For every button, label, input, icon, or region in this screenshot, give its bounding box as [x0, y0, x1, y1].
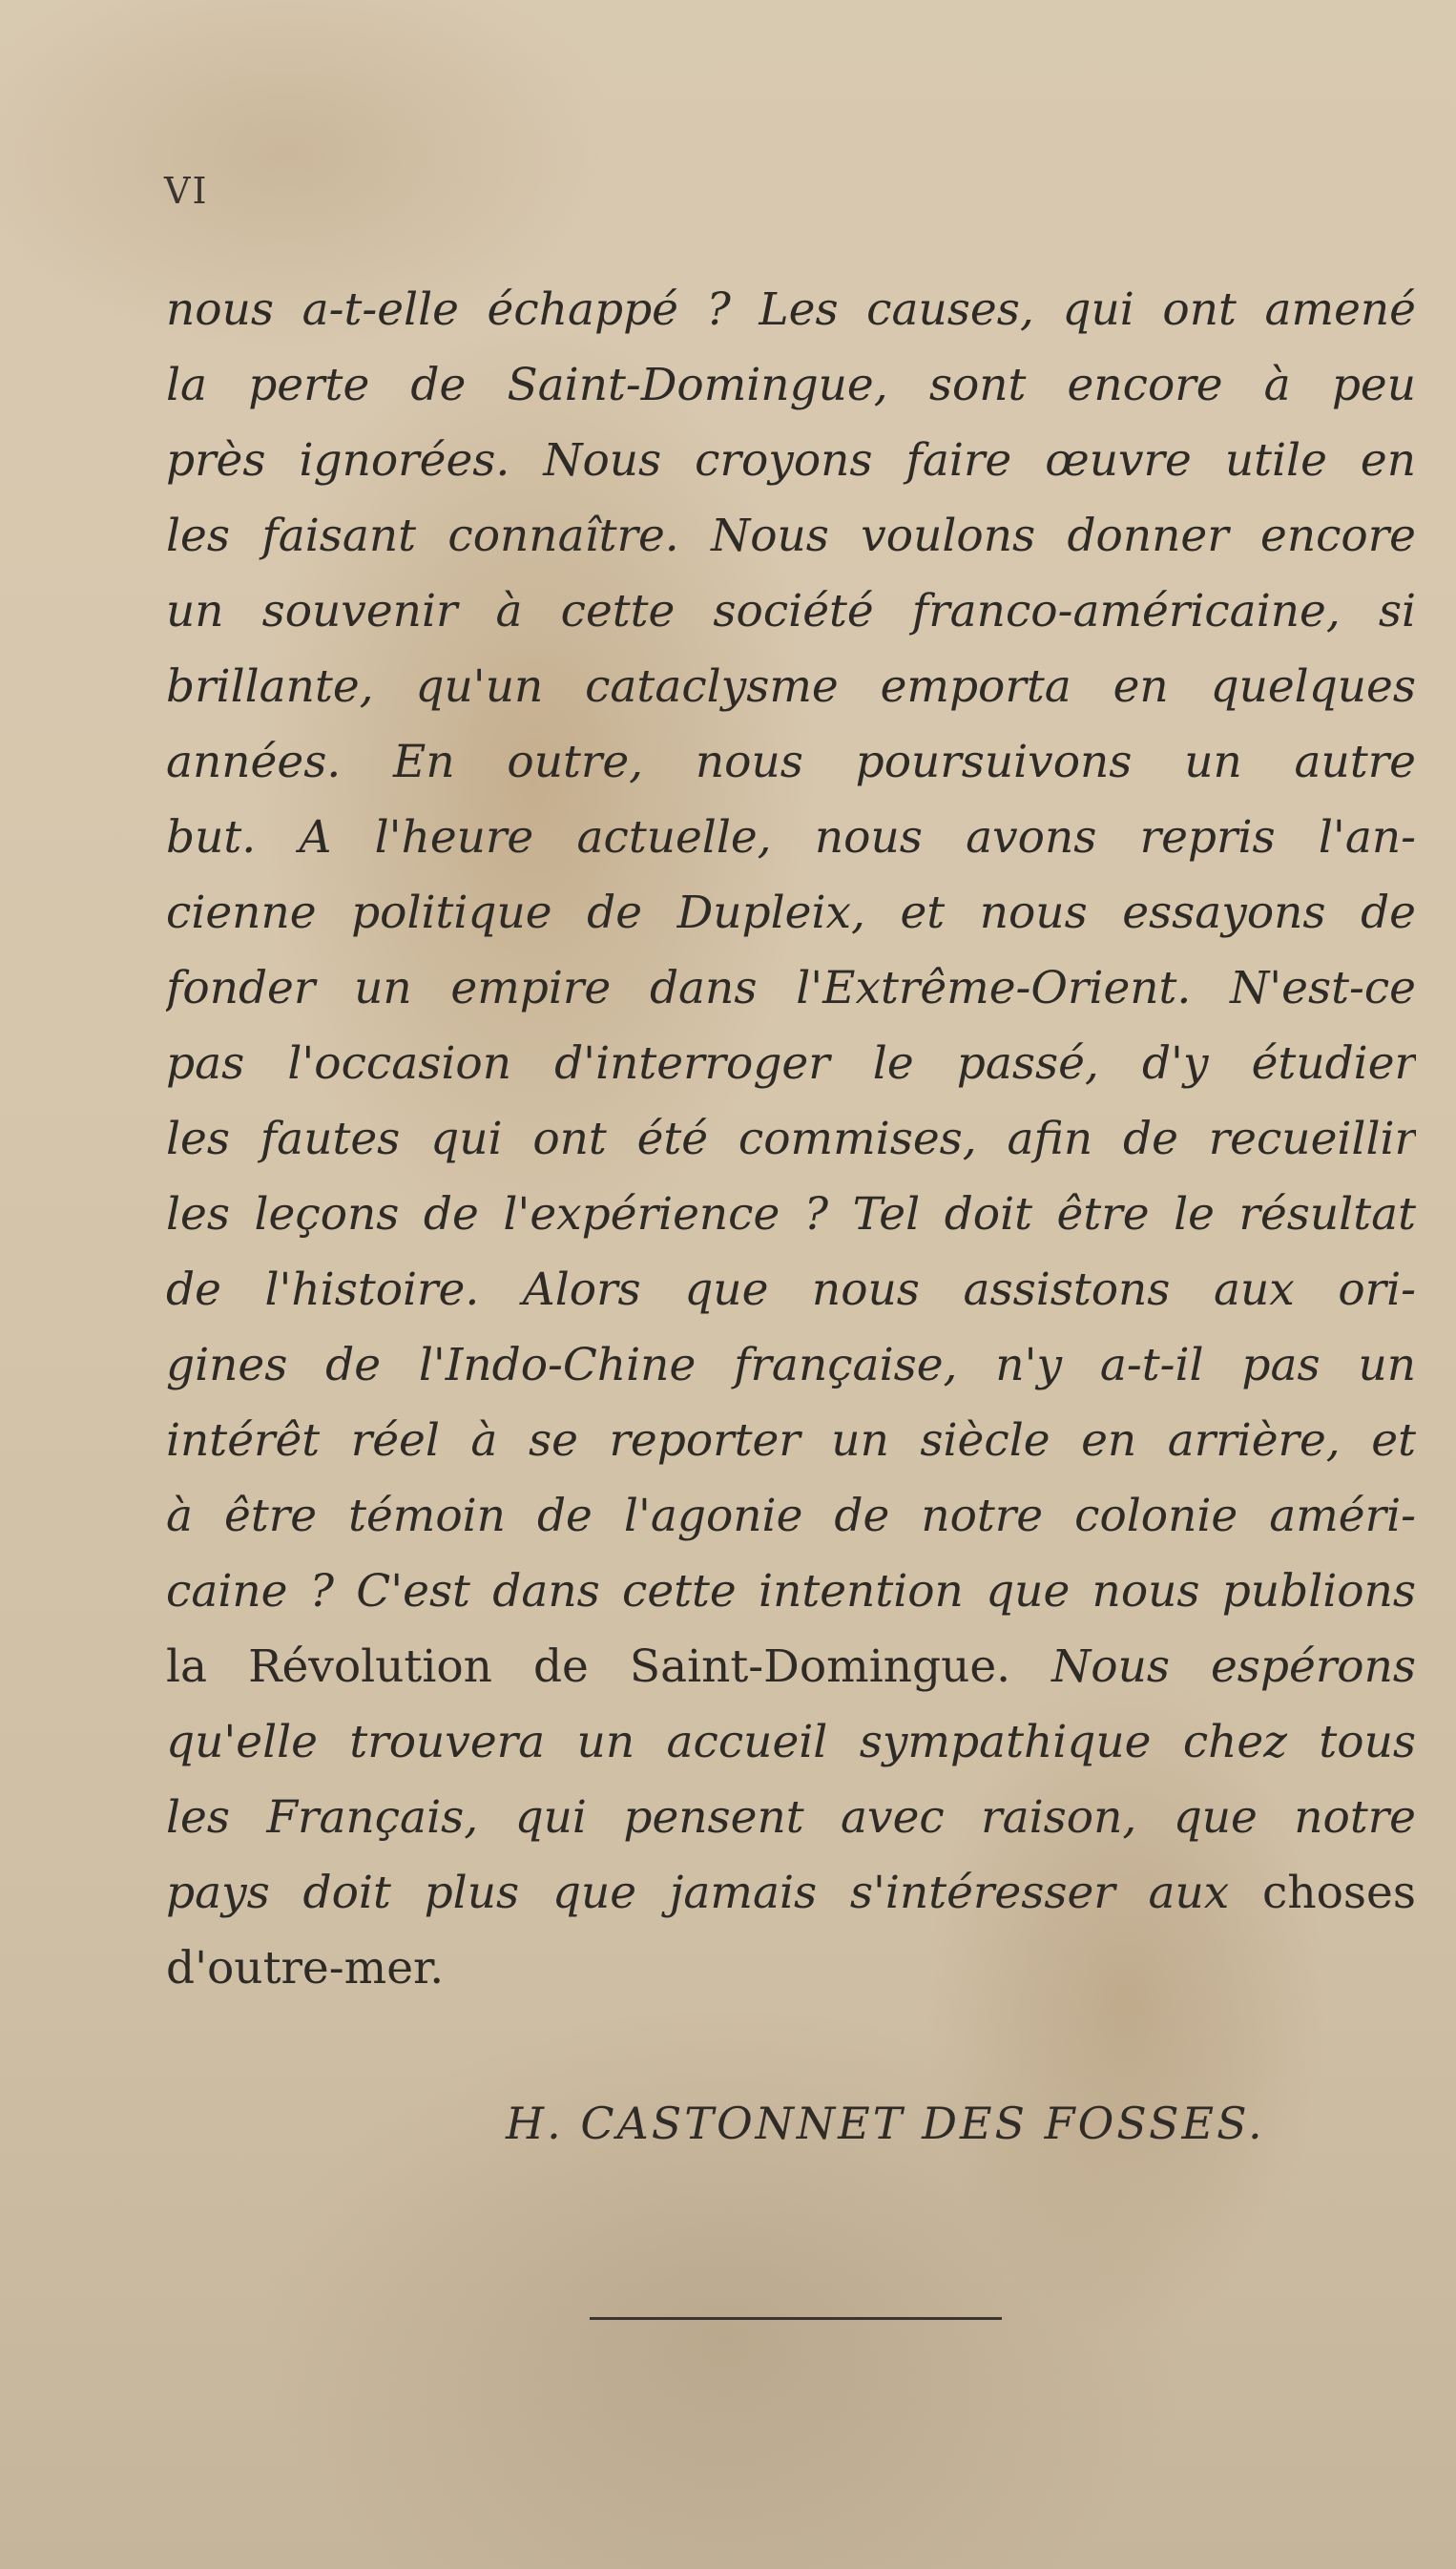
text-segment: les Français, qui pensent avec raison, que notre	[166, 1791, 1416, 1844]
text-line	[166, 1780, 1416, 1855]
text-segment: nous a-t-elle échappé ? Les causes, qui ont amené	[166, 283, 1416, 336]
text-line	[166, 1403, 1416, 1478]
text-segment: pays doit plus que jamais s'intéresser aux	[166, 1867, 1263, 1919]
text-line	[166, 875, 1416, 950]
text-line	[166, 1704, 1416, 1780]
text-line	[166, 423, 1416, 498]
text-line	[166, 1101, 1416, 1177]
text-line	[166, 1931, 1416, 2006]
text-segment: choses	[1262, 1867, 1416, 1919]
text-line	[166, 1177, 1416, 1252]
text-segment: gines de l'Indo-Chine française, n'y a-t-il pas un	[166, 1339, 1416, 1391]
text-segment: fonder un empire dans l'Extrême-Orient. N'est-ce	[166, 962, 1416, 1014]
text-segment: qu'elle trouvera un accueil sympathique chez tous	[166, 1716, 1416, 1768]
text-segment: années. En outre, nous poursuivons un autre	[166, 736, 1416, 788]
text-line	[166, 1478, 1416, 1554]
text-segment: les leçons de l'expérience ? Tel doit être le résultat	[166, 1188, 1416, 1241]
end-rule-divider	[590, 2317, 1002, 2320]
text-segment: la perte de Saint-Domingue, sont encore à peu	[166, 359, 1416, 411]
text-line	[166, 574, 1416, 649]
author-signature: H. CASTONNET DES FOSSES.	[506, 2098, 1265, 2149]
page-number: VI	[164, 170, 209, 212]
text-segment: d'outre-mer.	[166, 1942, 445, 1995]
text-line	[166, 1026, 1416, 1101]
text-line	[166, 347, 1416, 423]
text-segment: les faisant connaître. Nous voulons donner encore	[166, 510, 1416, 562]
preface-text	[166, 272, 1416, 2006]
text-segment: près ignorées. Nous croyons faire œuvre utile en	[166, 434, 1416, 487]
text-line	[166, 1629, 1416, 1704]
text-line	[166, 649, 1416, 724]
text-line	[166, 724, 1416, 800]
text-line	[166, 272, 1416, 347]
text-segment: intérêt réel à se reporter un siècle en arrière, et	[166, 1414, 1416, 1467]
text-segment: la Révolution de Saint-Domingue.	[166, 1640, 1052, 1693]
text-segment: les fautes qui ont été commises, afin de recueillir	[166, 1113, 1416, 1165]
text-segment: but. A l'heure actuelle, nous avons repris l'an-	[166, 811, 1416, 864]
text-segment: à être témoin de l'agonie de notre colonie améri-	[166, 1490, 1416, 1542]
text-line	[166, 950, 1416, 1026]
text-segment: de l'histoire. Alors que nous assistons aux ori-	[166, 1264, 1416, 1316]
text-segment: cienne politique de Dupleix, et nous essayons de	[166, 887, 1416, 939]
text-line	[166, 1554, 1416, 1629]
text-line	[166, 800, 1416, 875]
text-segment: caine ? C'est dans cette intention que nous publions	[166, 1565, 1416, 1618]
text-segment: brillante, qu'un cataclysme emporta en quelques	[166, 660, 1416, 713]
text-line	[166, 498, 1416, 574]
text-line	[166, 1855, 1416, 1931]
text-segment: Nous espérons	[1051, 1640, 1416, 1693]
text-line	[166, 1252, 1416, 1327]
text-segment: un souvenir à cette société franco-américaine, si	[166, 585, 1416, 637]
text-segment: pas l'occasion d'interroger le passé, d'y étudier	[166, 1037, 1416, 1090]
text-line	[166, 1327, 1416, 1403]
